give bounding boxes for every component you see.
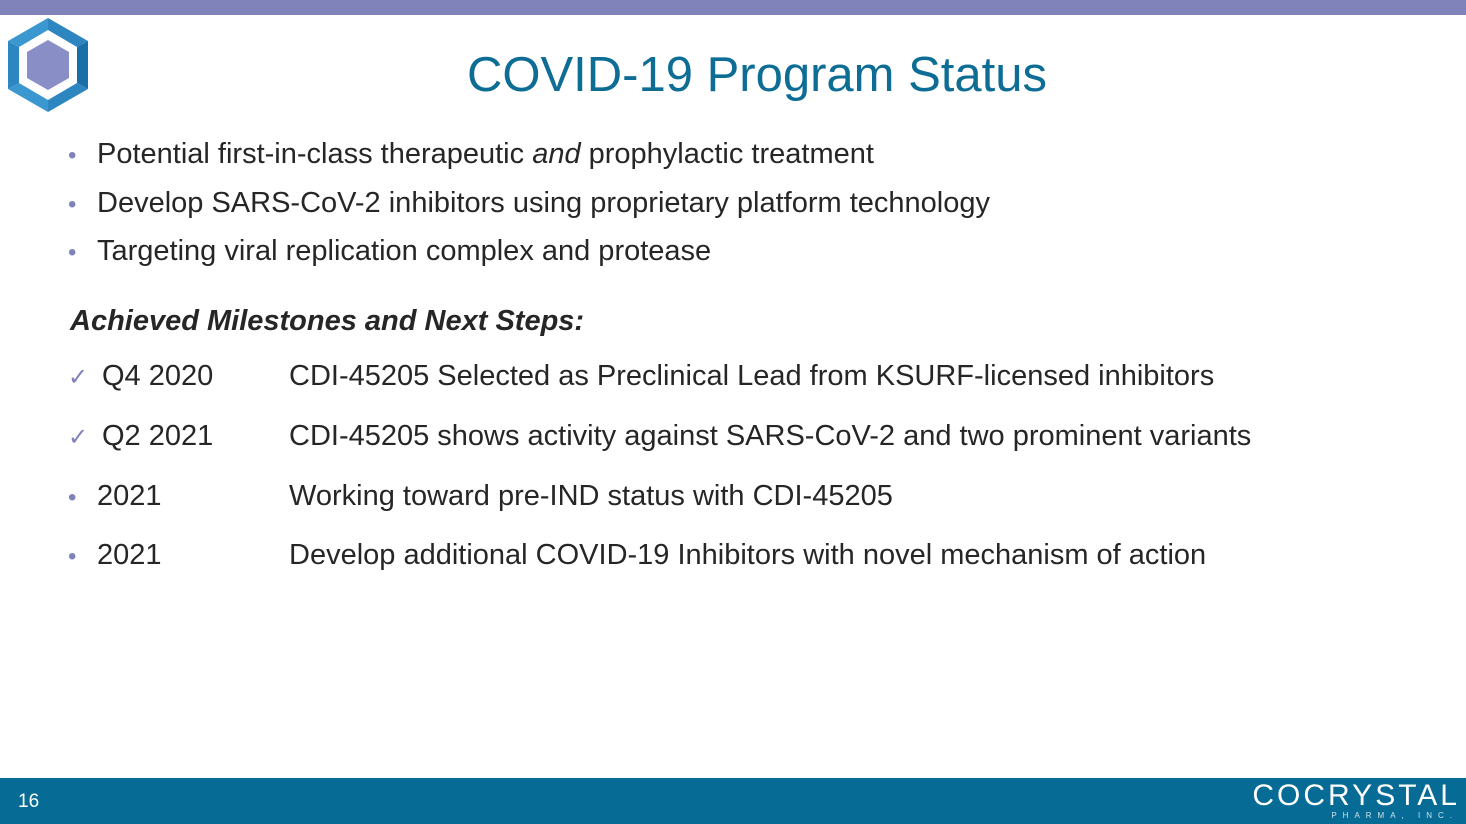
bullet-text: Targeting viral replication complex and protease — [97, 235, 712, 267]
milestone-description: CDI-45205 shows activity against SARS-CoV-2 and two prominent variants — [289, 419, 1252, 452]
milestone-date: Q4 2020 — [102, 360, 214, 392]
milestone-description: CDI-45205 Selected as Preclinical Lead from KSURF-licensed inhibitors — [289, 360, 1215, 392]
milestone-list — [68, 354, 1252, 593]
milestone-description: Develop additional COVID-19 Inhibitors with novel mechanism of action — [289, 539, 1207, 572]
page-title: COVID-19 Program Status — [466, 48, 1048, 102]
milestone-date: 2021 — [97, 539, 162, 572]
bullet-icon: • — [68, 483, 77, 511]
milestone-row — [68, 474, 893, 534]
bullet-text: Develop SARS-CoV-2 inhibitors using proprietary platform technology — [97, 186, 990, 219]
milestones-heading: Achieved Milestones and Next Steps: — [70, 305, 585, 337]
bullet-icon: • — [68, 543, 77, 571]
brand-logo — [1252, 779, 1460, 822]
checkmark-icon: ✓ — [68, 364, 89, 391]
list-item — [68, 229, 990, 278]
milestone-date: Q2 2021 — [102, 419, 214, 452]
top-accent-bar — [0, 0, 1466, 15]
list-item — [68, 132, 990, 181]
bullet-emphasis: and — [532, 138, 581, 170]
checkmark-icon: ✓ — [68, 423, 89, 451]
milestone-row — [68, 533, 1207, 593]
bullet-icon: • — [68, 142, 77, 169]
bullet-text: Potential first-in-class therapeutic — [97, 138, 533, 170]
bullet-icon: • — [68, 239, 77, 266]
list-item — [68, 181, 990, 230]
bullet-icon: • — [68, 190, 77, 218]
brand-subtitle: PHARMA, INC. — [1331, 811, 1458, 820]
milestone-row — [68, 354, 1215, 414]
milestone-row — [68, 414, 1252, 474]
milestone-date: 2021 — [97, 479, 162, 512]
bullet-text-end: prophylactic treatment — [580, 138, 874, 170]
footer-bar — [0, 778, 1466, 824]
intro-bullet-list — [68, 132, 990, 278]
milestone-description: Working toward pre-IND status with CDI-45205 — [289, 479, 893, 512]
brand-name: COCRYSTAL — [1252, 779, 1460, 812]
page-number: 16 — [18, 791, 40, 812]
